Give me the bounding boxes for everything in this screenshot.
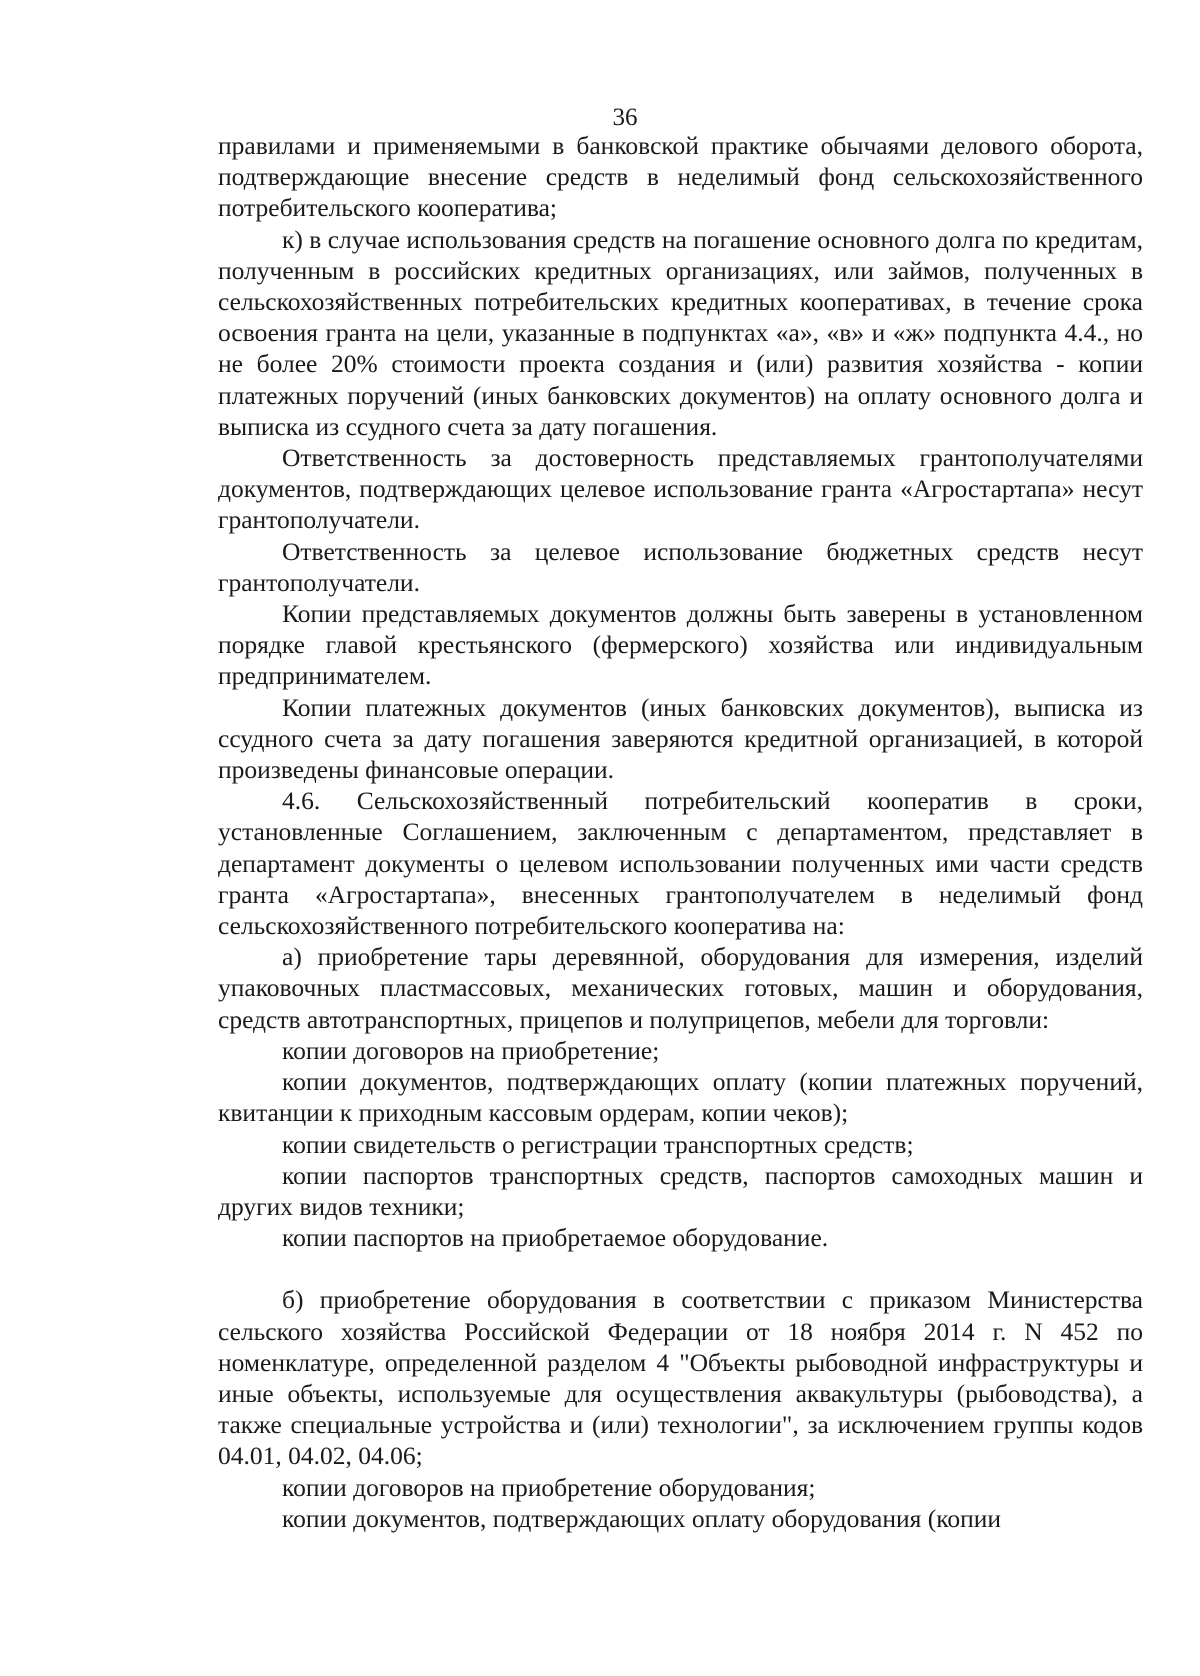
paragraph: 4.6. Сельскохозяйственный потребительский кооператив в сроки, установленные Соглашением, заключенным с департаментом, представляет в департамент документы о целевом использовании полученных ими части средств гранта «Агростартапа», внесенных грантополучателем в неделимый фонд сельскохозяйственного потребительского кооператива на: xyxy=(218,786,1143,941)
paragraph: Копии платежных документов (иных банковских документов), выписка из ссудного счета за дату погашения заверяются кредитной организацией, в которой произведены финансовые операции. xyxy=(218,692,1143,785)
paragraph: копии договоров на приобретение оборудования; xyxy=(282,1472,816,1502)
paragraph: Копии представляемых документов должны быть заверены в установленном порядке главой крестьянского (фермерского) хозяйства или индивидуальным предпринимателем. xyxy=(218,599,1143,691)
page-number: 36 xyxy=(612,104,638,131)
paragraph: Ответственность за достоверность представляемых грантополучателями документов, подтверждающих целевое использование гранта «Агростартапа» несут грантополучатели. xyxy=(218,443,1143,535)
paragraph: а) приобретение тары деревянной, оборудования для измерения, изделий упаковочных пластмассовых, механических готовых, машин и оборудования, средств автотранспортных, прицепов и полуприцепов, мебели для торговли: xyxy=(218,942,1143,1034)
paragraph: Ответственность за целевое использование бюджетных средств несут грантополучатели. xyxy=(218,536,1143,597)
paragraph: копии документов, подтверждающих оплату (копии платежных поручений, квитанции к приходным кассовым ордерам, копии чеков); xyxy=(218,1067,1143,1128)
paragraph: к) в случае использования средств на погашение основного долга по кредитам, полученным в российских кредитных организациях, или займов, полученных в сельскохозяйственных потребительских кредитных кооперативах, в течение срока освоения гранта на цели, указанные в подпунктах «а», «в» и «ж» подпункта 4.4., но не более 20% стоимости проекта создания и (или) развития хозяйства - копии платежных поручений (иных банковских документов) на оплату основного долга и выписка из ссудного счета за дату погашения. xyxy=(218,224,1143,441)
paragraph: копии договоров на приобретение; xyxy=(282,1035,660,1065)
paragraph: б) приобретение оборудования в соответствии с приказом Министерства сельского хозяйства Российской Федерации от 18 ноября 2014 г. N 452 по номенклатуре, определенной разделом 4 "Объекты рыбоводной инфраструктуры и иные объекты, используемые для осуществления аквакультуры (рыбоводства), а также специальные устройства и (или) технологии", за исключением группы кодов 04.01, 04.02, 04.06; xyxy=(218,1285,1143,1471)
paragraph: копии документов, подтверждающих оплату оборудования (копии xyxy=(282,1503,1002,1533)
paragraph: копии паспортов на приобретаемое оборудование. xyxy=(282,1223,829,1253)
paragraph: копии паспортов транспортных средств, паспортов самоходных машин и других видов техники; xyxy=(218,1160,1143,1221)
document-body xyxy=(218,130,1143,1534)
paragraph: копии свидетельств о регистрации транспортных средств; xyxy=(282,1129,914,1159)
paragraph: правилами и применяемыми в банковской практике обычаями делового оборота, подтверждающие внесение средств в неделимый фонд сельскохозяйственного потребительского кооператива; xyxy=(218,131,1143,223)
